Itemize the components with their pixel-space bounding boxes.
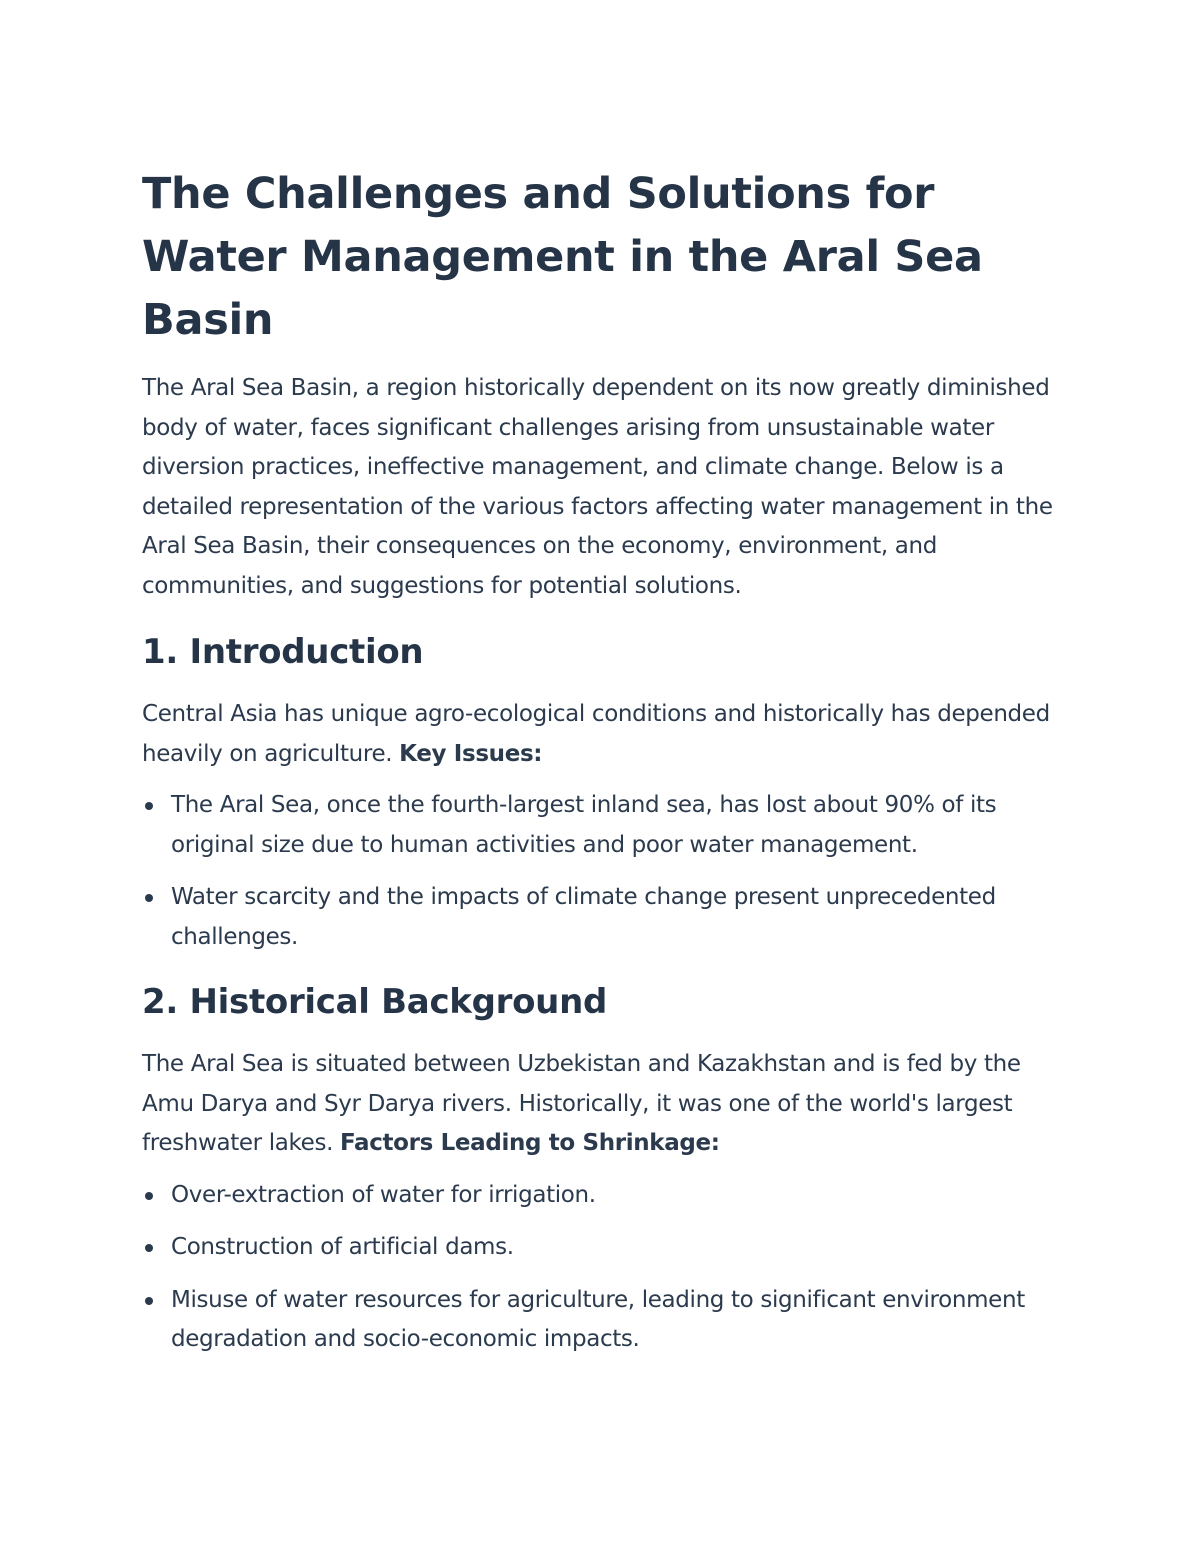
list-item bbox=[142, 786, 1060, 865]
section-heading-historical-background: 2. Historical Background bbox=[142, 982, 608, 1022]
section-heading-introduction: 1. Introduction bbox=[142, 632, 424, 672]
intro-paragraph: The Aral Sea Basin, a region historically dependent on its now greatly diminished body of water, faces significant challenges arising from unsustainable water diversion practices, ineffective management, and climate change. Below is a detailed representation of the various factors affecting water management in the Aral Sea Basin, their consequences on the economy, environment, and communities, and suggestions for potential solutions. bbox=[142, 375, 1053, 599]
document-page bbox=[142, 163, 1060, 1360]
list-item-text: Over-extraction of water for irrigation. bbox=[171, 1181, 596, 1208]
bullet-dot-icon bbox=[145, 802, 153, 810]
bullet-dot-icon bbox=[145, 1297, 153, 1305]
bullet-dot-icon bbox=[145, 894, 153, 902]
section-lead-label: Key Issues: bbox=[399, 740, 543, 767]
section-lead-label: Factors Leading to Shrinkage: bbox=[340, 1130, 720, 1156]
section-text: The Aral Sea is situated between Uzbekistan and Kazakhstan and is fed by the Amu Darya and Syr Darya rivers. Historically, it was one of the world's largest freshwater lakes. bbox=[142, 1051, 1021, 1156]
list-item-text: Misuse of water resources for agriculture, leading to significant environment degradation and socio-economic impacts. bbox=[171, 1286, 1025, 1352]
list-item bbox=[142, 878, 1060, 957]
section-paragraph-historical-background bbox=[142, 1045, 1060, 1164]
bullet-list-historical-background bbox=[142, 1176, 1060, 1360]
section-text: Central Asia has unique agro-ecological conditions and historically has depended heavily on agriculture. bbox=[142, 701, 1050, 767]
list-item-text: The Aral Sea, once the fourth-largest inland sea, has lost about 90% of its original size due to human activities and poor water management. bbox=[171, 792, 997, 858]
bullet-dot-icon bbox=[145, 1192, 153, 1200]
list-item bbox=[142, 1228, 1060, 1268]
section-paragraph-introduction bbox=[142, 695, 1060, 774]
page-title: The Challenges and Solutions for Water Management in the Aral Sea Basin bbox=[142, 169, 983, 345]
list-item bbox=[142, 1281, 1060, 1360]
bullet-dot-icon bbox=[145, 1244, 153, 1252]
list-item bbox=[142, 1176, 1060, 1216]
list-item-text: Water scarcity and the impacts of climate change present unprecedented challenges. bbox=[171, 884, 996, 950]
bullet-list-introduction bbox=[142, 786, 1060, 957]
list-item-text: Construction of artificial dams. bbox=[171, 1234, 514, 1260]
